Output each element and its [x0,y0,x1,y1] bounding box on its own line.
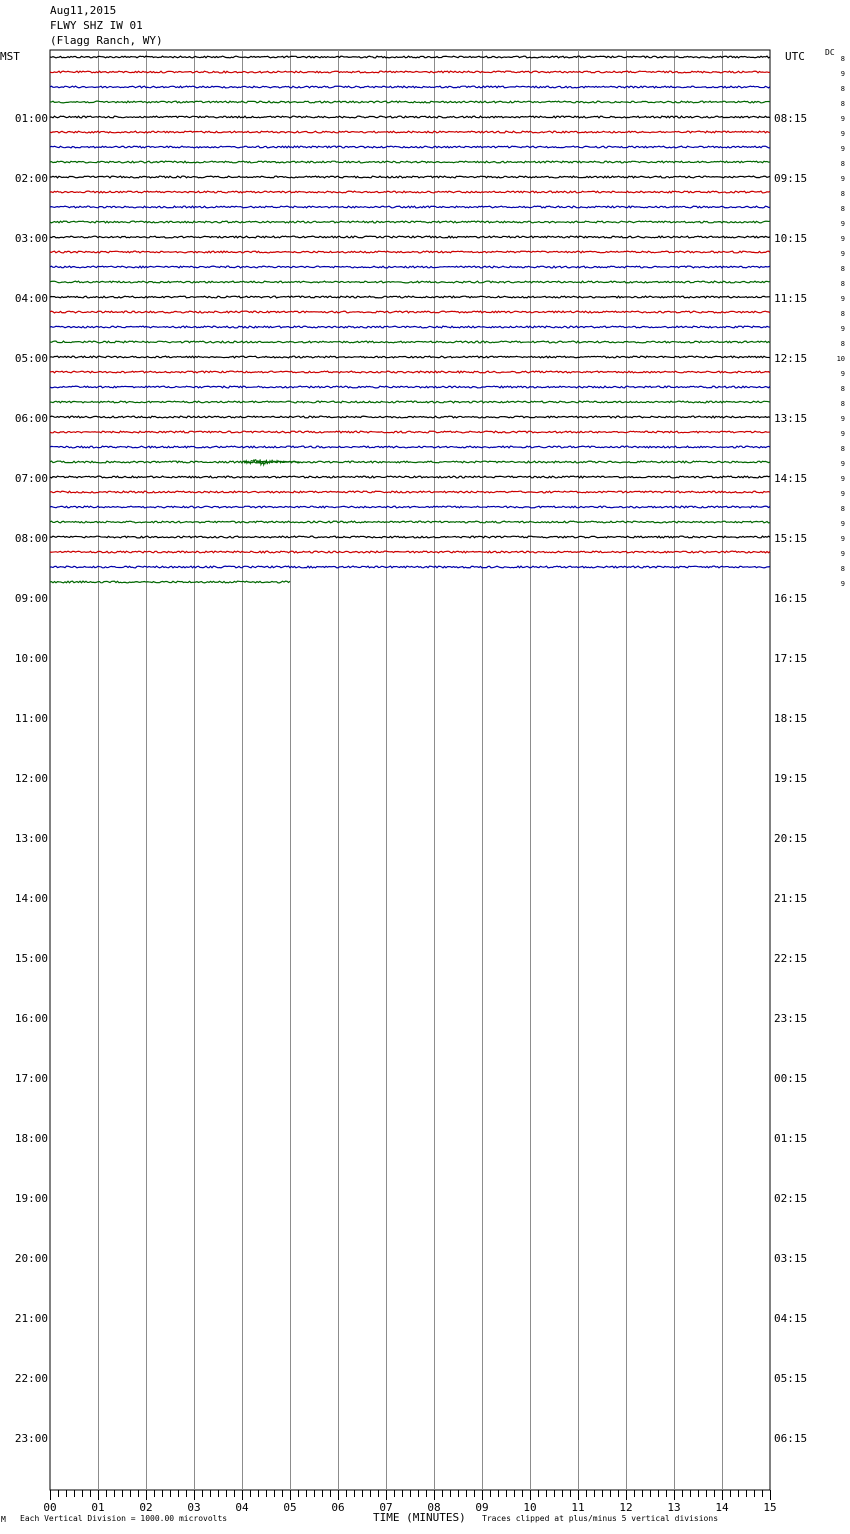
seismic-trace [50,86,770,88]
dc-offset-value: 8 [840,505,845,513]
dc-offset-value: 8 [840,385,845,393]
dc-offset-value: 8 [840,85,845,93]
dc-offset-value: 8 [840,190,845,198]
x-tick-label: 08 [427,1501,441,1514]
utc-hour-label: 13:15 [774,412,808,425]
seismic-trace [50,446,770,448]
mst-hour-label: 06:00 [14,412,48,425]
mst-axis-label: MST [0,50,20,63]
dc-offset-value: 9 [840,580,845,588]
dc-offset-value: 9 [840,475,845,483]
dc-offset-value: 9 [840,235,845,243]
utc-hour-label: 02:15 [774,1192,808,1205]
utc-hour-label: 23:15 [774,1012,808,1025]
utc-hour-label: 10:15 [774,232,808,245]
utc-hour-label: 03:15 [774,1252,808,1265]
mst-hour-label: 14:00 [14,892,48,905]
dc-label: DC [825,48,835,57]
x-tick-label: 06 [331,1501,345,1514]
seismic-trace [50,431,770,433]
x-tick-label: 01 [91,1501,105,1514]
mst-hour-label: 19:00 [14,1192,48,1205]
seismic-trace [50,356,770,358]
dc-offset-value: 9 [840,295,845,303]
utc-hour-label: 00:15 [774,1072,808,1085]
seismic-trace [50,236,770,238]
dc-offset-value: 8 [840,205,845,213]
utc-hour-label: 05:15 [774,1372,808,1385]
x-tick-label: 00 [43,1501,57,1514]
mst-hour-label: 21:00 [14,1312,48,1325]
seismic-trace [50,221,770,223]
x-tick-label: 12 [619,1501,633,1514]
dc-offset-value: 8 [840,565,845,573]
mst-hour-label: 09:00 [14,592,48,605]
mst-hour-label: 18:00 [14,1132,48,1145]
dc-offset-value: 9 [840,250,845,258]
corner-mark: M [1,1515,6,1524]
clip-note: Traces clipped at plus/minus 5 vertical divisions [482,1514,719,1523]
mst-hour-label: 04:00 [14,292,48,305]
utc-hour-label: 04:15 [774,1312,808,1325]
seismic-trace [50,266,770,268]
utc-hour-label: 22:15 [774,952,808,965]
dc-offset-value: 9 [840,130,845,138]
utc-hour-label: 11:15 [774,292,808,305]
utc-hour-label: 16:15 [774,592,808,605]
mst-hour-label: 16:00 [14,1012,48,1025]
mst-hour-label: 03:00 [14,232,48,245]
dc-offset-value: 9 [840,220,845,228]
dc-offset-value: 8 [840,100,845,108]
x-tick-label: 13 [667,1501,681,1514]
seismic-trace [50,326,770,328]
seismic-trace [50,161,770,163]
utc-hour-label: 14:15 [774,472,808,485]
x-tick-label: 05 [283,1501,297,1514]
mst-hour-label: 10:00 [14,652,48,665]
dc-offset-value: 9 [840,175,845,183]
mst-hour-label: 05:00 [14,352,48,365]
dc-offset-value: 9 [840,415,845,423]
seismic-trace [50,581,290,583]
utc-hour-label: 17:15 [774,652,808,665]
seismic-trace [50,536,770,538]
mst-hour-label: 01:00 [14,112,48,125]
dc-offset-value: 9 [840,490,845,498]
dc-offset-value: 8 [840,400,845,408]
seismic-trace [50,296,770,298]
dc-offset-value: 9 [840,70,845,78]
dc-offset-value: 9 [840,550,845,558]
mst-hour-label: 13:00 [14,832,48,845]
dc-offset-value: 9 [840,325,845,333]
mst-hour-label: 12:00 [14,772,48,785]
dc-offset-value: 8 [840,280,845,288]
utc-hour-label: 12:15 [774,352,808,365]
x-tick-label: 07 [379,1501,393,1514]
dc-offset-value: 8 [840,310,845,318]
seismic-trace [50,206,770,208]
utc-hour-label: 09:15 [774,172,808,185]
x-tick-label: 10 [523,1501,537,1514]
mst-hour-label: 11:00 [14,712,48,725]
utc-hour-label: 20:15 [774,832,808,845]
seismic-trace [50,551,770,553]
seismic-trace [50,131,770,133]
dc-offset-value: 9 [840,145,845,153]
seismic-trace [50,116,770,118]
seismic-trace [50,461,770,463]
seismic-trace [50,386,770,388]
mst-hour-label: 23:00 [14,1432,48,1445]
x-tick-label: 02 [139,1501,153,1514]
dc-offset-value: 9 [840,520,845,528]
seismic-trace [50,251,770,253]
mst-hour-label: 22:00 [14,1372,48,1385]
mst-hour-label: 17:00 [14,1072,48,1085]
seismic-trace [50,341,770,343]
dc-offset-value: 9 [840,115,845,123]
station-code: FLWY SHZ IW 01 [50,19,143,32]
seismic-trace [50,176,770,178]
dc-offset-value: 8 [840,265,845,273]
seismic-trace [50,71,770,73]
mst-hour-label: 20:00 [14,1252,48,1265]
dc-offset-value: 9 [840,430,845,438]
mst-hour-label: 07:00 [14,472,48,485]
seismic-trace [50,506,770,508]
x-tick-label: 15 [763,1501,777,1514]
seismic-trace [50,476,770,478]
dc-offset-value: 8 [840,445,845,453]
seismic-trace [50,281,770,283]
seismic-trace [50,491,770,493]
seismic-trace [50,416,770,418]
utc-hour-label: 01:15 [774,1132,808,1145]
x-tick-label: 03 [187,1501,201,1514]
seismic-trace [50,401,770,403]
utc-hour-label: 15:15 [774,532,808,545]
x-tick-label: 09 [475,1501,489,1514]
station-location: (Flagg Ranch, WY) [50,34,163,47]
utc-hour-label: 19:15 [774,772,808,785]
seismic-trace [50,566,770,568]
seismic-trace [50,56,770,58]
x-tick-label: 11 [571,1501,585,1514]
dc-offset-value: 10 [836,355,845,363]
utc-hour-label: 18:15 [774,712,808,725]
dc-offset-value: 8 [840,55,845,63]
mst-hour-label: 02:00 [14,172,48,185]
x-tick-label: 04 [235,1501,249,1514]
mst-hour-label: 08:00 [14,532,48,545]
utc-axis-label: UTC [785,50,805,63]
utc-hour-label: 21:15 [774,892,808,905]
utc-hour-label: 08:15 [774,112,808,125]
seismic-trace [50,311,770,313]
utc-hour-label: 06:15 [774,1432,808,1445]
x-tick-label: 14 [715,1501,729,1514]
seismic-trace [50,146,770,148]
mst-hour-label: 15:00 [14,952,48,965]
dc-offset-value: 8 [840,160,845,168]
dc-offset-value: 9 [840,460,845,468]
plot-date: Aug11,2015 [50,4,117,17]
dc-offset-value: 8 [840,340,845,348]
x-axis-title: TIME (MINUTES) [373,1511,466,1524]
scale-note: Each Vertical Division = 1000.00 microvolts [20,1514,228,1523]
seismic-trace [50,371,770,373]
seismic-trace [50,101,770,103]
seismic-trace [50,521,770,523]
dc-offset-value: 9 [840,370,845,378]
dc-offset-value: 9 [840,535,845,543]
seismic-trace [50,191,770,193]
